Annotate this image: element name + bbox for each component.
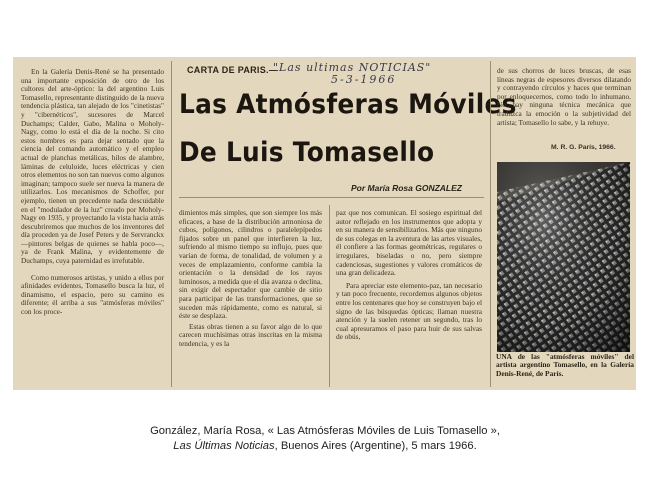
article-signature: M. R. G. París, 1966. bbox=[551, 144, 616, 151]
article-paragraph: paz que nos comunican. El sosiego espiritual del autor reflejado en los instrumentos que adopta y en su manera de sensibilizarlos. Más que ninguno de sus colegas en la aventura de las artes visuales, él confiere a las formas geométricas, regulares o irregulares, biseladas o no, pero siempre cadenciosas, sugestiones y valores cromáticos de una gran delicadeza. bbox=[336, 209, 482, 278]
article-paragraph: de sus chorros de luces bruscas, de esas líneas negras de espesores diversos dilatando y contrayendo círculos y haces que terminan por enloquecernos, como todo lo inhumano. No hay ninguna técnica mecánica que traduzca la emoción o la subjetividad del artista; Tomasello lo sabe, y la rehuye. bbox=[497, 67, 631, 127]
article-byline: Por María Rosa GONZALEZ bbox=[351, 183, 462, 193]
article-paragraph: Estas obras tienen a su favor algo de lo que carecen muchísimas otras inscritas en la misma tendencia, y es la bbox=[179, 321, 322, 348]
citation-line-1: González, María Rosa, « Las Atmósferas Móviles de Luis Tomasello », bbox=[150, 425, 500, 437]
article-column-1 bbox=[21, 68, 164, 388]
article-paragraph: Para apreciar este elemento-paz, tan necesario y tan poco frecuente, recordemos algunos objetos entre los centenares que hoy se construyen bajo el signo de las búsquedas ópticas; llaman nuestra atención y la suelen retener un segundo, tras lo cual apresuramos el paso para huir de sus salvas de obús, bbox=[336, 280, 482, 342]
photo-caption: UNA de las "atmósferas móviles" del artista argentino Tomasello, en la Galería Denis-René, de París. bbox=[496, 352, 634, 378]
column-divider bbox=[490, 61, 491, 387]
citation-caption bbox=[0, 424, 650, 454]
article-headline-line-1: Las Atmósferas Móviles bbox=[179, 89, 517, 120]
article-column-2 bbox=[179, 209, 322, 387]
column-divider bbox=[171, 61, 172, 387]
article-column-4 bbox=[497, 67, 631, 139]
newspaper-clipping bbox=[13, 57, 636, 390]
artwork-photo bbox=[497, 162, 630, 352]
citation-newspaper-title: Las Últimas Noticias bbox=[173, 440, 275, 452]
article-paragraph: Como numerosos artistas, y unido a ellos por afinidades evidentes, Tomasello busca la luz, el dinamismo, el espacio, pero su camino es diferente; él arriba a sus "atmósferas móviles" con los proce- bbox=[21, 272, 164, 317]
article-paragraph: dimientos más simples, que son siempre los más eficaces, a base de la distribución armoniosa de cubos, polígonos, cilindros o paralelepípedos fijados sobre un panel que interfieren la luz, sufriendo al mismo tiempo su influjo, pues que varían de forma, de tonalidad, de volumen y a veces de emplazamiento, conforme cambia la orientación o la densidad de los rayos luminosos, a medida que el día avanza o declina, sin exigir del espectador que cambie de sitio para participar de las transformaciones, que se suceden más rápidamente, como es natural, si éste se desplaza. bbox=[179, 209, 322, 321]
citation-line-2-rest: , Buenos Aires (Argentine), 5 mars 1966. bbox=[274, 440, 477, 452]
column-divider bbox=[329, 205, 330, 387]
handwritten-date-note: 5-3-1966 bbox=[331, 73, 397, 86]
headline-rule bbox=[179, 197, 484, 198]
handwritten-source-note: "Las ultimas NOTICIAS" bbox=[273, 61, 432, 74]
article-column-3 bbox=[336, 209, 482, 387]
citation-line-2 bbox=[0, 439, 650, 454]
article-headline-line-2: De Luis Tomasello bbox=[179, 137, 435, 168]
article-paragraph: En la Galería Denis-René se ha presentado una importante exposición de otro de los cultores del arte-óptico: la del argentino Luis Tomasello, representante distinguido de la nueva tendencia plástica, tan alejado de los "cinetistas" y "cibernéticos", sucesores de Marcel Duchamps; Calder, Gabo, Malina o Moholy-Nagy, como lo está el día de la noche. Si cito estos nombres es para dejar sentado que la ciencia del comando automático y el empleo actual de planchas metálicas, hilos de alambre, láminas de celuloide, luces eléctricas y cien otros elementos no son tan nuevos como algunos imaginan; tampoco suele ser nueva la manera de utilizarlos. Los mecanismos de Schoffer, por ejemplo, tienen un precedente nada descuidable en el "modulador de la luz" creado por Moholy-Nagy en 1935, y proyectando la vista hacia atrás descubriremos que muchos de los inventores del día proceden ya de Josef Peters y de Servranckx —pintores belgas de quienes se habla poco—, ya de Frank Malina, y evidentemente de Duchamps, cuya paternidad es irrefutable. bbox=[21, 68, 164, 266]
article-kicker: CARTA DE PARIS.— bbox=[187, 65, 279, 75]
